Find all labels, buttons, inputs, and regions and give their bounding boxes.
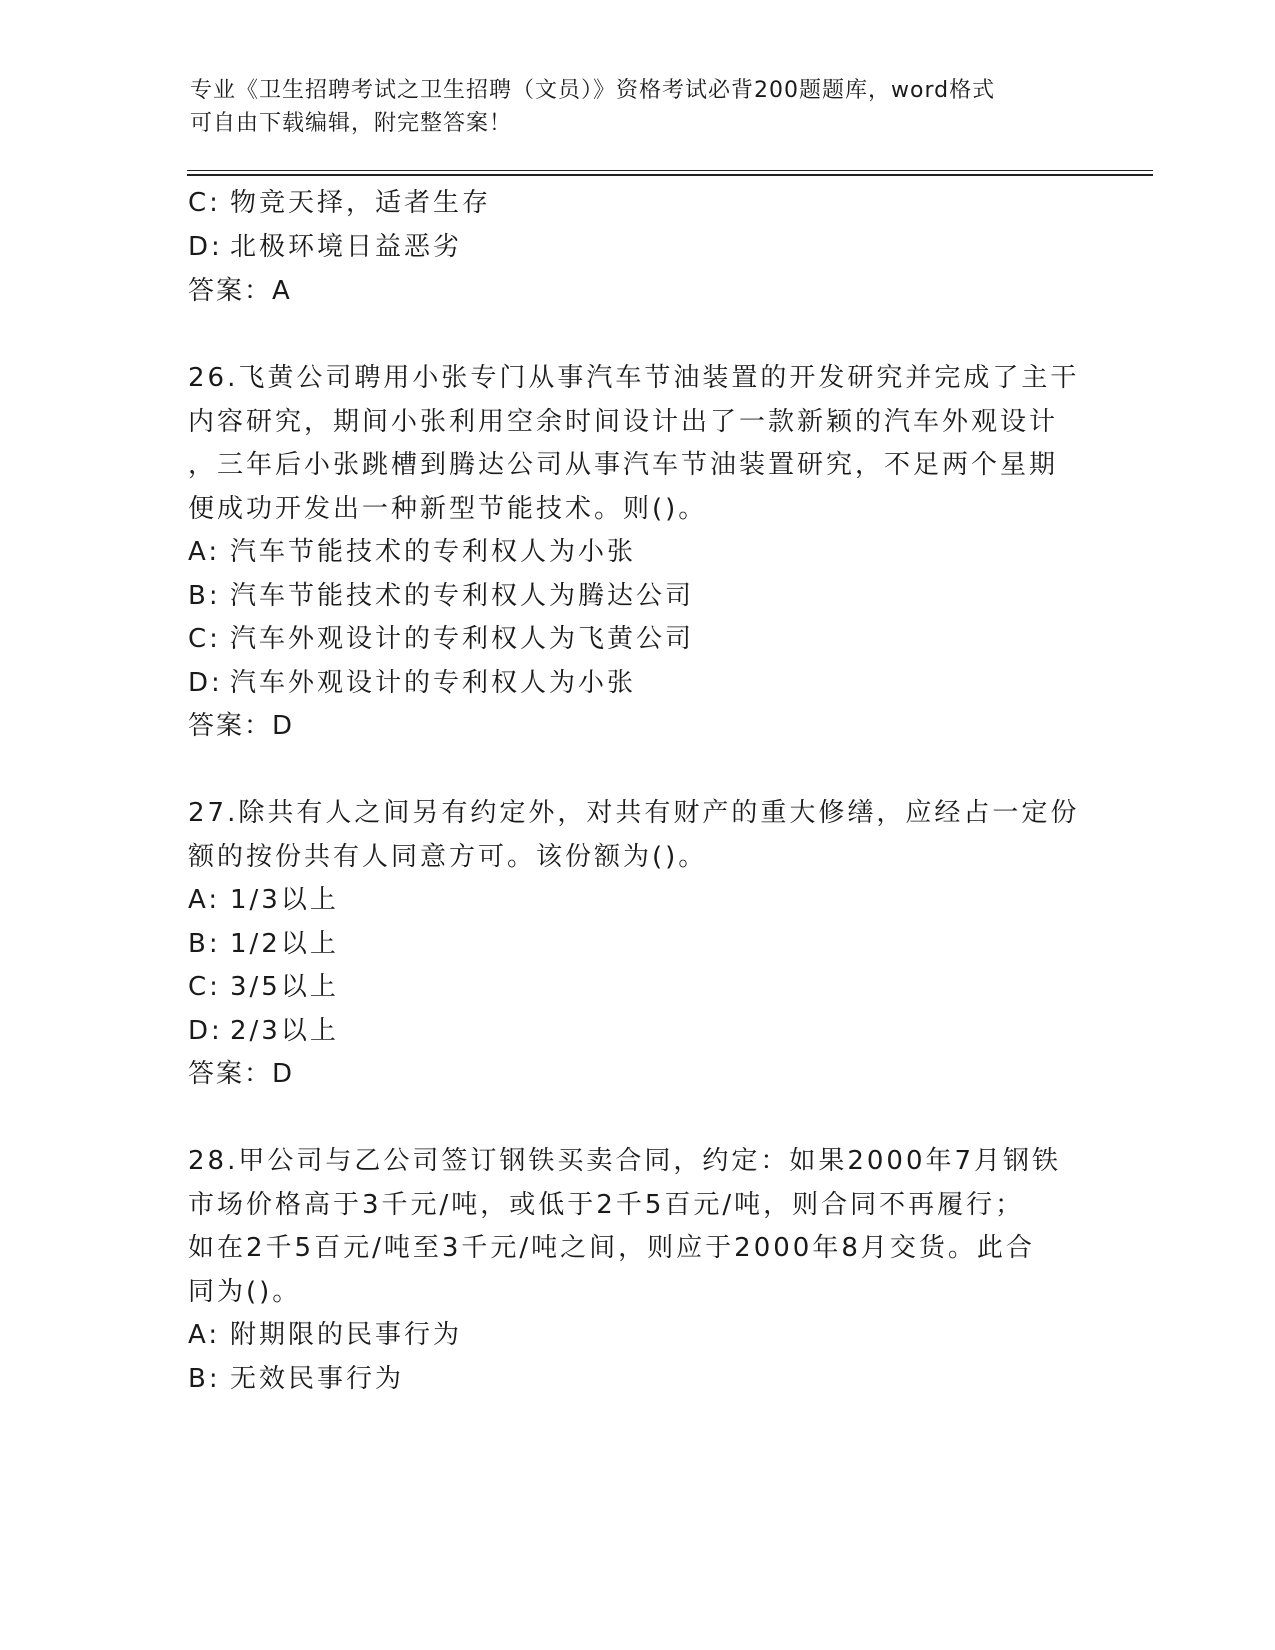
q25-answer: 答案：A (188, 276, 292, 306)
option-text: 汽车外观设计的专利权人为小张 (230, 668, 637, 698)
q26-option-c (188, 623, 694, 655)
option-text: 汽车外观设计的专利权人为飞黄公司 (230, 624, 695, 654)
q26-option-b (188, 580, 694, 612)
q28-option-a (188, 1319, 462, 1351)
q27-stem-line-1: 27.除共有人之间另有约定外，对共有财产的重大修缮，应经占一定份 (188, 798, 1080, 828)
q27-option-a (188, 884, 339, 916)
header-rule-thick (187, 174, 1153, 176)
option-text: 汽车节能技术的专利权人为小张 (230, 537, 637, 567)
q27-option-b (188, 928, 339, 960)
q26-stem-line-2: 内容研究，期间小张利用空余时间设计出了一款新颖的汽车外观设计 (188, 407, 1059, 437)
document-header (190, 74, 1090, 140)
option-label: C: (188, 188, 221, 218)
option-text: 无效民事行为 (230, 1364, 405, 1394)
q28-stem-line-1: 28.甲公司与乙公司签订钢铁买卖合同，约定：如果2000年7月钢铁 (188, 1146, 1062, 1176)
header-line-2: 可自由下载编辑，附完整答案！ (190, 111, 513, 136)
q27-option-d (188, 1015, 339, 1047)
option-label: B: (188, 1364, 221, 1394)
option-label: D: (188, 232, 223, 262)
option-text: 附期限的民事行为 (230, 1320, 463, 1350)
option-text: 1/2以上 (230, 929, 339, 959)
q26-option-a (188, 536, 636, 568)
q28-stem-line-4: 同为()。 (188, 1277, 302, 1307)
option-label: A: (188, 1320, 221, 1350)
q26-stem-line-1: 26.飞黄公司聘用小张专门从事汽车节油装置的开发研究并完成了主干 (188, 363, 1080, 393)
option-text: 1/3以上 (230, 885, 339, 915)
q25-option-c (188, 187, 491, 219)
q28-option-b (188, 1363, 404, 1395)
option-text: 物竞天择，适者生存 (230, 188, 492, 218)
option-text: 汽车节能技术的专利权人为腾达公司 (230, 581, 695, 611)
q26-stem-line-4: 便成功开发出一种新型节能技术。则()。 (188, 494, 708, 524)
q26-stem-line-3: ，三年后小张跳槽到腾达公司从事汽车节油装置研究，不足两个星期 (188, 450, 1059, 480)
option-label: C: (188, 972, 221, 1002)
option-text: 2/3以上 (230, 1016, 339, 1046)
option-label: D: (188, 668, 223, 698)
q27-option-c (188, 971, 339, 1003)
option-label: D: (188, 1016, 223, 1046)
q26-answer: 答案：D (188, 711, 295, 741)
option-label: C: (188, 624, 221, 654)
header-rule-thin (187, 170, 1153, 171)
q25-option-d (188, 231, 462, 263)
option-label: B: (188, 581, 221, 611)
option-label: A: (188, 537, 221, 567)
q28-stem-line-3: 如在2千5百元/吨至3千元/吨之间，则应于2000年8月交货。此合 (188, 1233, 1035, 1263)
q27-answer: 答案：D (188, 1059, 295, 1089)
q28-stem-line-2: 市场价格高于3千元/吨，或低于2千5百元/吨，则合同不再履行； (188, 1190, 1025, 1220)
option-label: B: (188, 929, 221, 959)
q26-option-d (188, 667, 636, 699)
option-text: 北极环境日益恶劣 (230, 232, 463, 262)
option-text: 3/5以上 (230, 972, 339, 1002)
option-label: A: (188, 885, 221, 915)
header-line-1: 专业《卫生招聘考试之卫生招聘（文员）》资格考试必背200题题库，word格式 (190, 78, 996, 103)
q27-stem-line-2: 额的按份共有人同意方可。该份额为()。 (188, 842, 708, 872)
